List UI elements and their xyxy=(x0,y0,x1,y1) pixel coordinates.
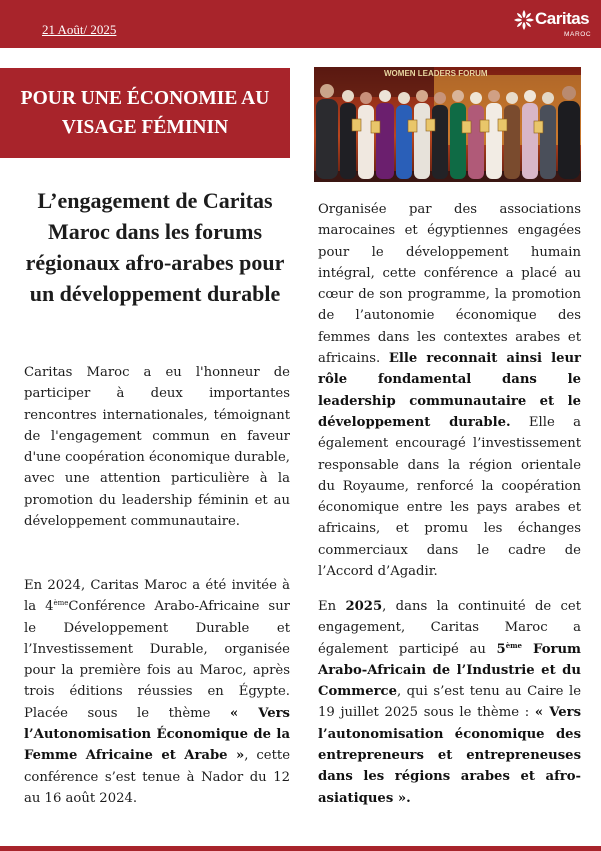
headline-box xyxy=(0,68,290,158)
caritas-flame-cross-icon xyxy=(512,8,536,32)
paragraph-conference-program: Organisée par des associations marocaines et égyptiennes engagées pour le développement humain intégral, cette conférence a placé au cœur de son programme, la promotion de l’autonomie économique des femmes dans les contextes arabes et africains. Elle reconnait ainsi leur rôle fondamental dans le leadership communautaire et le développement durable. Elle a également encouragé l’investissement responsable dans la région orientale du Royaume, renforcé la coopération économique entre les pays arabes et africains, et promu les échanges commerciaux dans le cadre de l’Accord d’Agadir. xyxy=(318,202,581,580)
headline: POUR UNE ÉCONOMIE AU VISAGE FÉMININ xyxy=(20,88,270,138)
caritas-logo[interactable] xyxy=(512,8,594,44)
issue-date: 21 Août/ 2025 xyxy=(42,22,117,37)
paragraph-2024-conference: En 2024, Caritas Maroc a été invitée à la 4èmeConférence Arabo-Africaine sur le Développement Durable et l’Investissement Durable, organisée pour la première fois au Maroc, après trois éditions réussies en Égypte. Placée sous le thème « Vers l’Autonomisation Économique de la Femme Africaine et Arabe », cette conférence s’est tenue à Nador du 12 au 16 août 2024. xyxy=(24,578,290,806)
header-bar xyxy=(0,0,601,48)
paragraph-2025-forum: En 2025, dans la continuité de cet engagement, Caritas Maroc a également participé au 5ème Forum Arabo-Africain de l’Industrie et du Commerce, qui s’est tenu au Caire le 19 juillet 2025 sous le thème : « Vers l’autonomisation économique des entrepreneurs et entrepreneuses dans les régions arabes et afro-asiatiques ». xyxy=(318,599,581,806)
article-subtitle: L’engagement de Caritas Maroc dans les forums régionaux afro-arabes pour un développement durable xyxy=(25,188,285,306)
logo-name: Caritas xyxy=(535,9,590,28)
logo-subtitle: MAROC xyxy=(564,31,592,38)
footer-bar xyxy=(0,846,601,851)
photo-banner-text: WOMEN LEADERS FORUM xyxy=(384,69,488,78)
paragraph-intro: Caritas Maroc a eu l'honneur de participer à deux importantes rencontres internationales, témoignant de l'engagement commun en faveur d'une coopération économique durable, avec une attention particulière à la promotion du leadership féminin et au développement communautaire. xyxy=(24,365,290,530)
group-photo-illustration xyxy=(314,67,581,182)
group-photo xyxy=(314,67,581,182)
